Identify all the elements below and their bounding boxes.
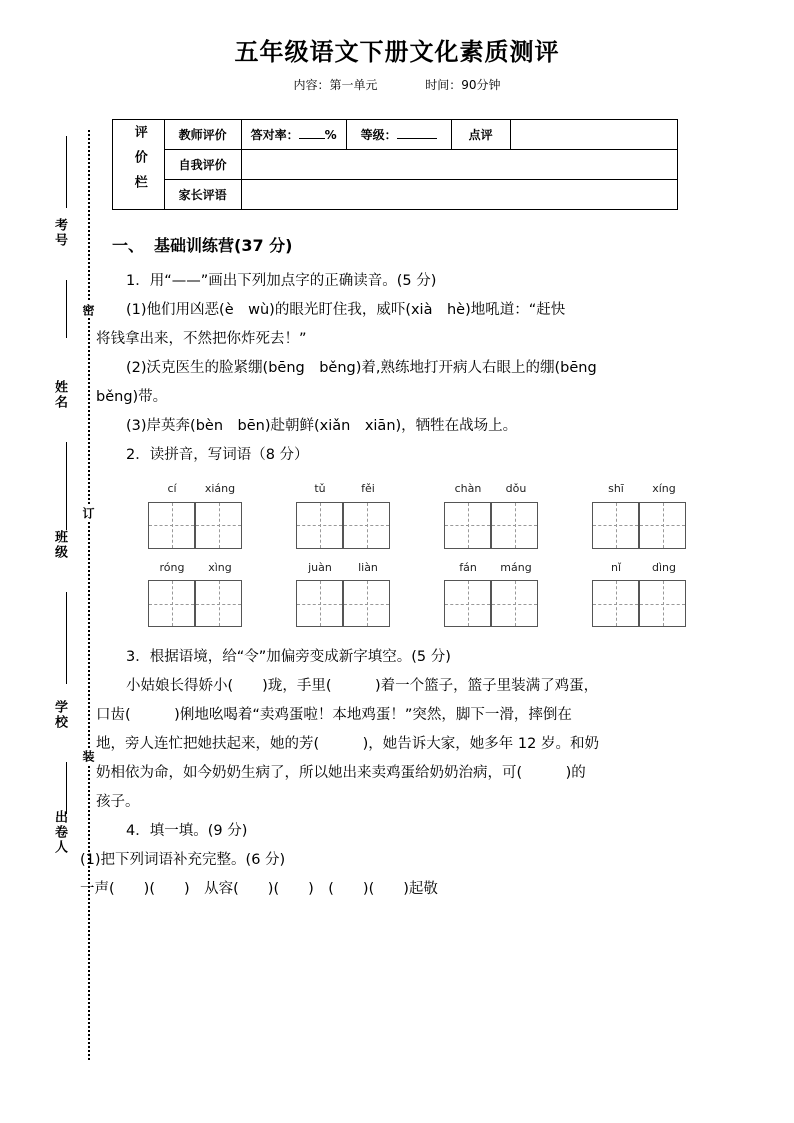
question-3-line-4: 奶相依为命，如今奶奶生病了，所以她出来卖鸡蛋给奶奶治病，可( )的 xyxy=(96,765,586,782)
eval-parent-label: 家长评语 xyxy=(164,180,241,210)
pinyin-syllable-1: shī xyxy=(608,482,624,496)
tianzige-cell[interactable] xyxy=(195,502,242,549)
table-row xyxy=(113,150,678,180)
pinyin-grid-item[interactable] xyxy=(444,557,592,627)
eval-grade-label: 等级： xyxy=(360,128,397,142)
tianzige-cell[interactable] xyxy=(195,580,242,627)
seal-rule-4 xyxy=(66,592,67,684)
question-1-item-1-cont: 将钱拿出来，不然把你炸死去！” xyxy=(96,331,307,348)
pinyin-label xyxy=(148,478,244,499)
subtitle-content: 内容：第一单元 xyxy=(293,78,378,92)
pinyin-grid-item[interactable] xyxy=(444,478,592,548)
pinyin-grid-item[interactable] xyxy=(296,557,444,627)
question-1-item-2: (2)沃克医生的脸紧绷(bēng běng)着,熟练地打开病人右眼上的绷(bēng xyxy=(126,360,597,377)
pinyin-grid-item[interactable] xyxy=(296,478,444,548)
question-1-item-1: (1)他们用凶恶(è wù)的眼光盯住我，威吓(xià hè)地吼道：“赶快 xyxy=(126,302,566,319)
pinyin-syllable-1: juàn xyxy=(308,560,332,574)
seal-label-banji: 班级 xyxy=(52,530,67,560)
pinyin-label xyxy=(148,557,244,578)
eval-grade-cell[interactable] xyxy=(346,120,451,150)
tianzige[interactable] xyxy=(148,580,244,627)
tianzige-cell[interactable] xyxy=(592,580,639,627)
seal-char-ding: 订 xyxy=(81,507,95,519)
seal-rule-1 xyxy=(66,136,67,208)
pinyin-label xyxy=(296,557,392,578)
question-2-stem: 2．读拼音，写词语（8 分） xyxy=(126,447,309,464)
question-3-stem: 3．根据语境，给“令”加偏旁变成新字填空。(5 分) xyxy=(126,649,451,666)
pinyin-syllable-2: xíng xyxy=(652,482,676,496)
tianzige-cell[interactable] xyxy=(639,580,686,627)
eval-teacher-label: 教师评价 xyxy=(164,120,241,150)
pinyin-grid-item[interactable] xyxy=(592,557,740,627)
question-3-line-3: 地，旁人连忙把她扶起来，她的芳( )，她告诉大家，她多年 12 岁。和奶 xyxy=(96,736,599,753)
question-3-line-1: 小姑娘长得娇小( )珑，手里( )着一个篮子，篮子里装满了鸡蛋， xyxy=(126,678,599,695)
spacer xyxy=(96,633,746,643)
tianzige-cell[interactable] xyxy=(296,580,343,627)
question-1-item-2-cont: běng)带。 xyxy=(96,389,168,406)
pinyin-syllable-2: dìng xyxy=(652,560,676,574)
tianzige[interactable] xyxy=(592,580,688,627)
seal-char-mi: 密 xyxy=(81,304,95,316)
tianzige-cell[interactable] xyxy=(444,502,491,549)
tianzige-cell[interactable] xyxy=(592,502,639,549)
seal-label-xingming: 姓名 xyxy=(52,380,67,410)
question-4-sub: (1)把下列词语补充完整。(6 分) xyxy=(80,852,286,869)
seal-rule-3 xyxy=(66,442,67,530)
pinyin-grid-item[interactable] xyxy=(592,478,740,548)
eval-comment-field[interactable] xyxy=(510,120,677,150)
tianzige-cell[interactable] xyxy=(296,502,343,549)
table-row xyxy=(113,120,678,150)
page-title: 五年级语文下册文化素质测评 xyxy=(234,38,560,66)
eval-grade-blank[interactable] xyxy=(397,138,437,139)
eval-rate-blank[interactable] xyxy=(299,138,325,139)
tianzige[interactable] xyxy=(444,580,540,627)
eval-parent-field[interactable] xyxy=(241,180,677,210)
question-4-blanks[interactable]: 一声( )( ) 从容( )( ) ( )( )起敬 xyxy=(80,881,438,898)
seal-dotted-line xyxy=(88,130,90,1060)
seal-column xyxy=(0,130,110,1060)
pinyin-grid-row-1 xyxy=(148,478,748,548)
eval-comment-label: 点评 xyxy=(451,120,510,150)
section-number: 一、 xyxy=(112,236,145,255)
section-title: 基础训练营(37 分) xyxy=(154,236,293,255)
subtitle-time: 时间：90分钟 xyxy=(425,78,501,92)
pinyin-grid-row-2 xyxy=(148,557,748,627)
tianzige-cell[interactable] xyxy=(444,580,491,627)
pinyin-syllable-2: fěi xyxy=(361,482,375,496)
pinyin-syllable-1: nǐ xyxy=(610,560,622,574)
pinyin-grid-item[interactable] xyxy=(148,478,296,548)
eval-vertical-header: 评价栏 xyxy=(113,120,165,210)
tianzige-cell[interactable] xyxy=(491,580,538,627)
seal-char-zhuang: 装 xyxy=(81,750,95,762)
pinyin-syllable-1: chàn xyxy=(454,482,482,496)
tianzige[interactable] xyxy=(148,502,244,549)
evaluation-table xyxy=(112,119,678,210)
seal-label-xuexiao: 学校 xyxy=(52,700,67,730)
eval-self-field[interactable] xyxy=(241,150,677,180)
tianzige[interactable] xyxy=(592,502,688,549)
question-3-line-5: 孩子。 xyxy=(96,794,140,811)
tianzige-cell[interactable] xyxy=(148,580,195,627)
pinyin-label xyxy=(592,478,688,499)
seal-label-chujuanren: 出卷人 xyxy=(52,810,67,855)
pinyin-syllable-2: xiáng xyxy=(204,482,236,496)
pinyin-syllable-1: róng xyxy=(159,560,185,574)
pinyin-label xyxy=(592,557,688,578)
pinyin-syllable-2: xìng xyxy=(208,560,232,574)
question-1-item-3: (3)岸英奔(bèn bēn)赴朝鲜(xiǎn xiān)，牺牲在战场上。 xyxy=(126,418,518,435)
eval-self-label: 自我评价 xyxy=(164,150,241,180)
tianzige-cell[interactable] xyxy=(491,502,538,549)
section-heading-1 xyxy=(112,230,746,261)
tianzige[interactable] xyxy=(296,580,392,627)
tianzige-cell[interactable] xyxy=(639,502,686,549)
pinyin-syllable-2: máng xyxy=(500,560,532,574)
pinyin-label xyxy=(444,478,540,499)
eval-rate-label: 答对率： xyxy=(250,128,299,142)
pinyin-label xyxy=(444,557,540,578)
pinyin-label xyxy=(296,478,392,499)
exam-content xyxy=(80,230,746,904)
seal-rule-6 xyxy=(66,790,67,814)
pinyin-syllable-1: fán xyxy=(459,560,477,574)
pinyin-syllable-1: tǔ xyxy=(314,482,326,496)
pinyin-syllable-2: dǒu xyxy=(505,482,527,496)
eval-rate-cell[interactable] xyxy=(241,120,346,150)
question-1-stem: 1．用“——”画出下列加点字的正确读音。(5 分) xyxy=(126,273,437,290)
pinyin-syllable-2: liàn xyxy=(358,560,378,574)
question-4-stem: 4．填一填。(9 分) xyxy=(126,823,248,840)
tianzige-cell[interactable] xyxy=(343,502,390,549)
table-row xyxy=(113,180,678,210)
tianzige-cell[interactable] xyxy=(343,580,390,627)
seal-label-kaohao: 考号 xyxy=(52,218,67,248)
seal-rule-2 xyxy=(66,280,67,338)
pinyin-syllable-1: cí xyxy=(167,482,177,496)
page-subtitle xyxy=(0,76,794,93)
tianzige[interactable] xyxy=(296,502,392,549)
pinyin-grid-item[interactable] xyxy=(148,557,296,627)
tianzige[interactable] xyxy=(444,502,540,549)
eval-rate-suffix: % xyxy=(324,128,337,142)
tianzige-cell[interactable] xyxy=(148,502,195,549)
question-3-line-2: 口齿( )俐地吆喝着“卖鸡蛋啦！本地鸡蛋！”突然，脚下一滑，摔倒在 xyxy=(96,707,572,724)
